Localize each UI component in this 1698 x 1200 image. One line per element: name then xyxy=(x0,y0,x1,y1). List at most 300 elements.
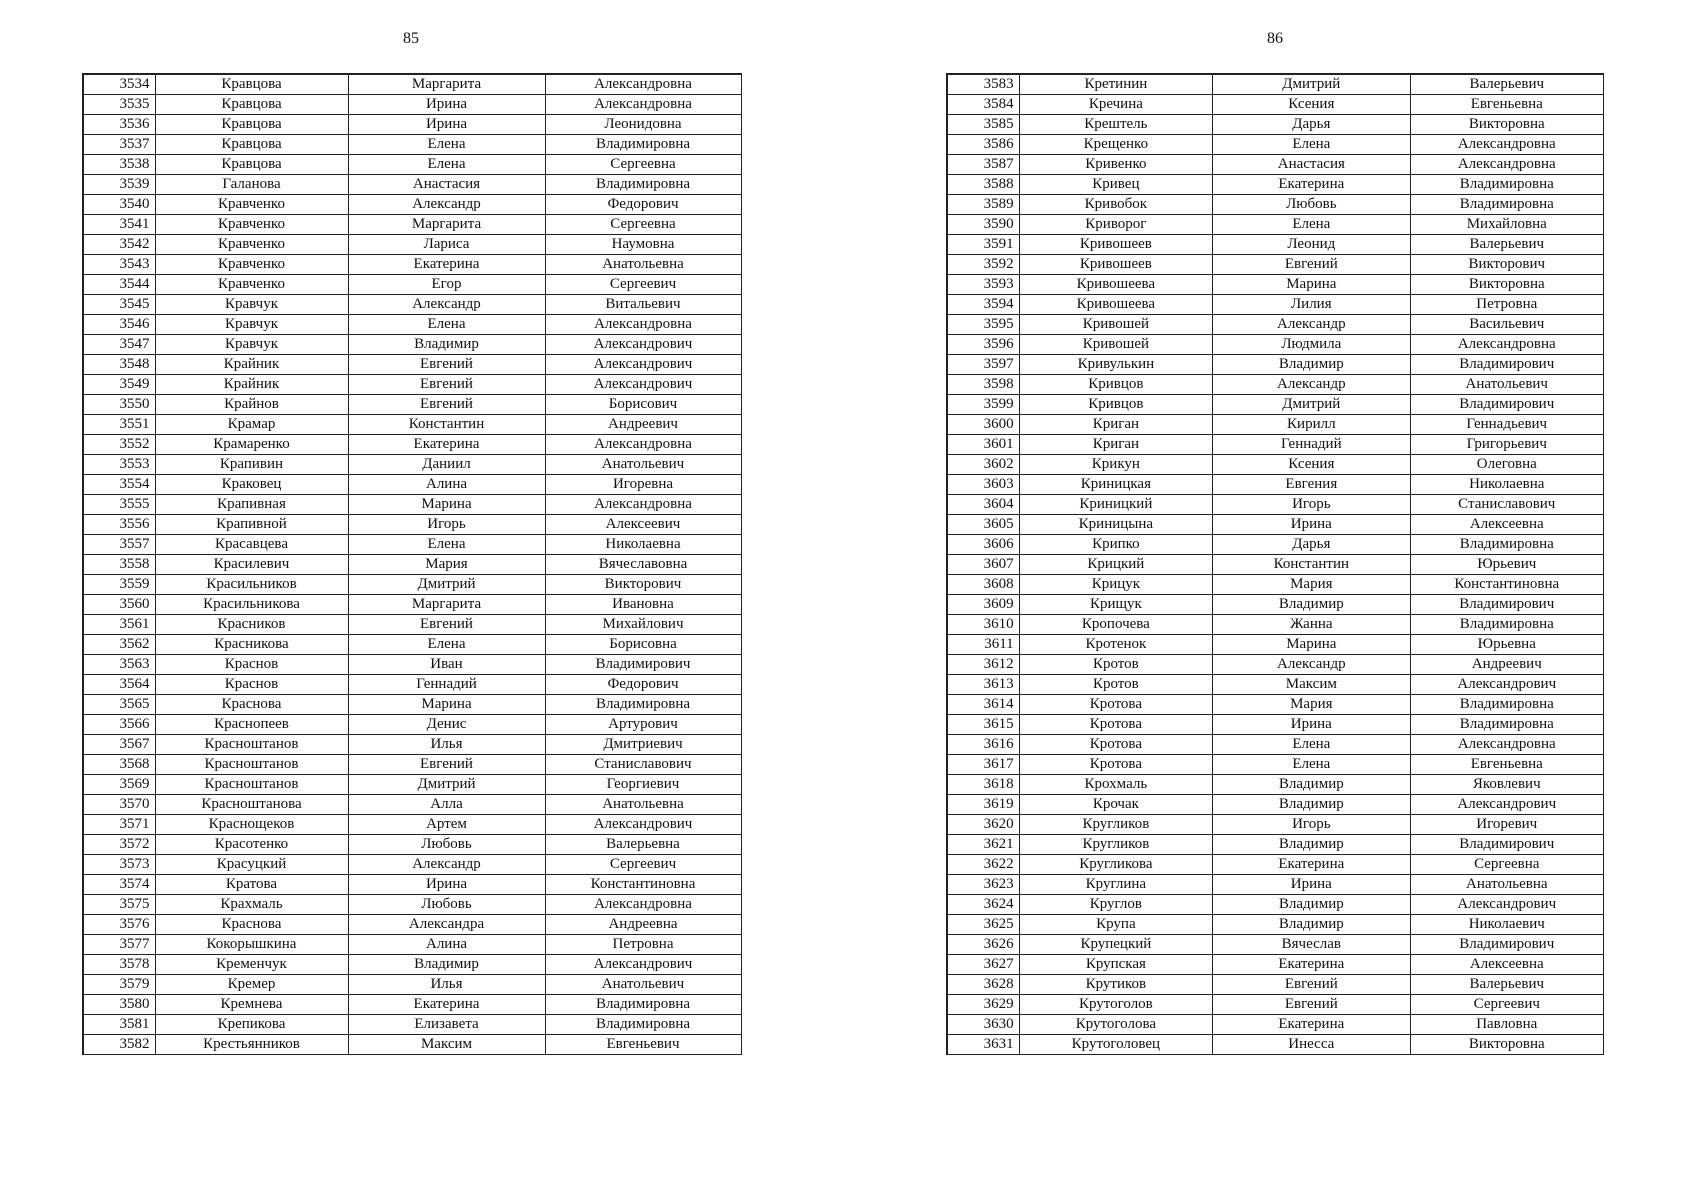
surname-cell: Крутоголовец xyxy=(1019,1035,1212,1055)
table-row xyxy=(83,935,741,955)
record-number-cell: 3579 xyxy=(83,975,155,995)
record-number-cell: 3554 xyxy=(83,475,155,495)
patronymic-cell: Викторовна xyxy=(1410,1035,1603,1055)
table-row xyxy=(83,295,741,315)
record-number-cell: 3589 xyxy=(947,195,1019,215)
record-number-cell: 3611 xyxy=(947,635,1019,655)
record-number-cell: 3625 xyxy=(947,915,1019,935)
surname-cell: Красноштанов xyxy=(155,755,348,775)
given-name-cell: Марина xyxy=(348,695,545,715)
given-name-cell: Маргарита xyxy=(348,215,545,235)
patronymic-cell: Анатольевич xyxy=(545,975,741,995)
given-name-cell: Александр xyxy=(1213,375,1410,395)
given-name-cell: Маргарита xyxy=(348,595,545,615)
table-row xyxy=(947,935,1604,955)
patronymic-cell: Алексеевич xyxy=(545,515,741,535)
table-row xyxy=(947,135,1604,155)
surname-cell: Крапивная xyxy=(155,495,348,515)
record-number-cell: 3621 xyxy=(947,835,1019,855)
record-number-cell: 3626 xyxy=(947,935,1019,955)
record-number-cell: 3560 xyxy=(83,595,155,615)
record-number-cell: 3600 xyxy=(947,415,1019,435)
table-row xyxy=(83,955,741,975)
surname-cell: Крутиков xyxy=(1019,975,1212,995)
table-row xyxy=(947,755,1604,775)
patronymic-cell: Александровна xyxy=(1410,735,1603,755)
table-row xyxy=(947,675,1604,695)
patronymic-cell: Игоревна xyxy=(545,475,741,495)
surname-cell: Кременчук xyxy=(155,955,348,975)
table-row xyxy=(83,435,741,455)
record-number-cell: 3623 xyxy=(947,875,1019,895)
given-name-cell: Александр xyxy=(1213,655,1410,675)
surname-cell: Кротова xyxy=(1019,735,1212,755)
table-row xyxy=(83,275,741,295)
record-number-cell: 3592 xyxy=(947,255,1019,275)
surname-cell: Кравченко xyxy=(155,215,348,235)
patronymic-cell: Евгеньевич xyxy=(545,1035,741,1055)
given-name-cell: Владимир xyxy=(1213,595,1410,615)
record-number-cell: 3591 xyxy=(947,235,1019,255)
patronymic-cell: Борисович xyxy=(545,395,741,415)
patronymic-cell: Анатольевна xyxy=(545,795,741,815)
patronymic-cell: Андреевич xyxy=(545,415,741,435)
patronymic-cell: Александровна xyxy=(545,95,741,115)
patronymic-cell: Владимирович xyxy=(1410,835,1603,855)
given-name-cell: Иван xyxy=(348,655,545,675)
surname-cell: Красильникова xyxy=(155,595,348,615)
surname-cell: Кравченко xyxy=(155,195,348,215)
patronymic-cell: Григорьевич xyxy=(1410,435,1603,455)
record-number-cell: 3596 xyxy=(947,335,1019,355)
given-name-cell: Александр xyxy=(348,195,545,215)
patronymic-cell: Дмитриевич xyxy=(545,735,741,755)
record-number-cell: 3550 xyxy=(83,395,155,415)
surname-cell: Краковец xyxy=(155,475,348,495)
record-number-cell: 3616 xyxy=(947,735,1019,755)
patronymic-cell: Геннадьевич xyxy=(1410,415,1603,435)
table-row xyxy=(947,275,1604,295)
patronymic-cell: Станиславович xyxy=(545,755,741,775)
given-name-cell: Лилия xyxy=(1213,295,1410,315)
patronymic-cell: Сергеевич xyxy=(1410,995,1603,1015)
record-number-cell: 3562 xyxy=(83,635,155,655)
patronymic-cell: Владимирович xyxy=(1410,935,1603,955)
patronymic-cell: Алексеевна xyxy=(1410,515,1603,535)
patronymic-cell: Викторович xyxy=(1410,255,1603,275)
patronymic-cell: Викторовна xyxy=(1410,115,1603,135)
given-name-cell: Елена xyxy=(1213,135,1410,155)
given-name-cell: Ксения xyxy=(1213,455,1410,475)
surname-cell: Крутоголова xyxy=(1019,1015,1212,1035)
record-number-cell: 3534 xyxy=(83,74,155,95)
surname-cell: Кравцова xyxy=(155,155,348,175)
record-number-cell: 3535 xyxy=(83,95,155,115)
table-row xyxy=(83,335,741,355)
surname-cell: Кривошей xyxy=(1019,335,1212,355)
given-name-cell: Александр xyxy=(1213,315,1410,335)
patronymic-cell: Владимировна xyxy=(545,1015,741,1035)
table-row xyxy=(83,215,741,235)
surname-cell: Кравченко xyxy=(155,235,348,255)
table-row xyxy=(947,795,1604,815)
given-name-cell: Ирина xyxy=(1213,875,1410,895)
surname-cell: Красникова xyxy=(155,635,348,655)
table-row xyxy=(947,535,1604,555)
table-row xyxy=(83,815,741,835)
given-name-cell: Владимир xyxy=(1213,355,1410,375)
record-number-cell: 3583 xyxy=(947,74,1019,95)
given-name-cell: Екатерина xyxy=(1213,1015,1410,1035)
surname-cell: Кремер xyxy=(155,975,348,995)
given-name-cell: Дмитрий xyxy=(1213,395,1410,415)
record-number-cell: 3578 xyxy=(83,955,155,975)
table-row xyxy=(947,575,1604,595)
surname-cell: Крепикова xyxy=(155,1015,348,1035)
surname-cell: Краснова xyxy=(155,915,348,935)
patronymic-cell: Александрович xyxy=(545,955,741,975)
surname-cell: Красилевич xyxy=(155,555,348,575)
table-row xyxy=(83,495,741,515)
patronymic-cell: Владимирович xyxy=(1410,595,1603,615)
given-name-cell: Алла xyxy=(348,795,545,815)
patronymic-cell: Владимировна xyxy=(1410,615,1603,635)
table-row xyxy=(947,715,1604,735)
given-name-cell: Константин xyxy=(348,415,545,435)
given-name-cell: Алина xyxy=(348,475,545,495)
table-row xyxy=(83,355,741,375)
record-number-cell: 3546 xyxy=(83,315,155,335)
patronymic-cell: Анатольевич xyxy=(545,455,741,475)
surname-cell: Кратова xyxy=(155,875,348,895)
table-row xyxy=(83,235,741,255)
surname-cell: Краснов xyxy=(155,655,348,675)
table-row xyxy=(947,1035,1604,1055)
table-row xyxy=(83,975,741,995)
surname-cell: Крайник xyxy=(155,375,348,395)
record-number-cell: 3606 xyxy=(947,535,1019,555)
given-name-cell: Евгений xyxy=(1213,995,1410,1015)
surname-cell: Крестьянников xyxy=(155,1035,348,1055)
record-number-cell: 3629 xyxy=(947,995,1019,1015)
patronymic-cell: Викторовна xyxy=(1410,275,1603,295)
surname-cell: Крайник xyxy=(155,355,348,375)
given-name-cell: Екатерина xyxy=(1213,855,1410,875)
surname-cell: Красотенко xyxy=(155,835,348,855)
given-name-cell: Дмитрий xyxy=(1213,74,1410,95)
patronymic-cell: Петровна xyxy=(1410,295,1603,315)
patronymic-cell: Константиновна xyxy=(545,875,741,895)
surname-cell: Круглина xyxy=(1019,875,1212,895)
given-name-cell: Ирина xyxy=(348,115,545,135)
given-name-cell: Лариса xyxy=(348,235,545,255)
table-row xyxy=(947,495,1604,515)
table-row xyxy=(83,115,741,135)
record-number-cell: 3598 xyxy=(947,375,1019,395)
record-number-cell: 3555 xyxy=(83,495,155,515)
table-row xyxy=(83,535,741,555)
surname-cell: Кривошеева xyxy=(1019,275,1212,295)
given-name-cell: Александра xyxy=(348,915,545,935)
patronymic-cell: Павловна xyxy=(1410,1015,1603,1035)
surname-cell: Кремнева xyxy=(155,995,348,1015)
patronymic-cell: Викторович xyxy=(545,575,741,595)
record-number-cell: 3566 xyxy=(83,715,155,735)
given-name-cell: Елена xyxy=(348,155,545,175)
table-row xyxy=(83,415,741,435)
surname-cell: Кравчук xyxy=(155,335,348,355)
page-number: 85 xyxy=(403,30,419,47)
record-number-cell: 3631 xyxy=(947,1035,1019,1055)
table-row xyxy=(947,595,1604,615)
patronymic-cell: Ивановна xyxy=(545,595,741,615)
table-row xyxy=(947,375,1604,395)
given-name-cell: Владимир xyxy=(1213,835,1410,855)
patronymic-cell: Сергеевич xyxy=(545,275,741,295)
patronymic-cell: Александрович xyxy=(545,815,741,835)
record-number-cell: 3608 xyxy=(947,575,1019,595)
surname-cell: Кротова xyxy=(1019,695,1212,715)
table-row xyxy=(83,135,741,155)
table-row xyxy=(947,875,1604,895)
surname-cell: Крохмаль xyxy=(1019,775,1212,795)
patronymic-cell: Владимировна xyxy=(545,135,741,155)
given-name-cell: Максим xyxy=(348,1035,545,1055)
table-row xyxy=(947,895,1604,915)
surname-cell: Крештель xyxy=(1019,115,1212,135)
given-name-cell: Екатерина xyxy=(348,435,545,455)
table-row xyxy=(83,475,741,495)
record-number-cell: 3624 xyxy=(947,895,1019,915)
record-number-cell: 3617 xyxy=(947,755,1019,775)
surname-cell: Красавцева xyxy=(155,535,348,555)
record-number-cell: 3607 xyxy=(947,555,1019,575)
table-row xyxy=(947,175,1604,195)
table-row xyxy=(947,355,1604,375)
record-number-cell: 3615 xyxy=(947,715,1019,735)
record-number-cell: 3574 xyxy=(83,875,155,895)
given-name-cell: Мария xyxy=(1213,575,1410,595)
patronymic-cell: Николаевна xyxy=(545,535,741,555)
patronymic-cell: Федорович xyxy=(545,195,741,215)
table-row xyxy=(947,655,1604,675)
patronymic-cell: Александровна xyxy=(1410,135,1603,155)
table-row xyxy=(947,515,1604,535)
record-number-cell: 3613 xyxy=(947,675,1019,695)
table-row xyxy=(83,1035,741,1055)
table-row xyxy=(83,74,741,95)
record-number-cell: 3572 xyxy=(83,835,155,855)
record-number-cell: 3599 xyxy=(947,395,1019,415)
surname-cell: Красноштанов xyxy=(155,735,348,755)
given-name-cell: Евгений xyxy=(348,755,545,775)
table-row xyxy=(83,315,741,335)
table-row xyxy=(83,255,741,275)
table-row xyxy=(947,835,1604,855)
given-name-cell: Игорь xyxy=(348,515,545,535)
surname-cell: Кравчук xyxy=(155,315,348,335)
surname-cell: Криган xyxy=(1019,435,1212,455)
record-number-cell: 3536 xyxy=(83,115,155,135)
surname-cell: Кравцова xyxy=(155,74,348,95)
given-name-cell: Владимир xyxy=(1213,795,1410,815)
surname-cell: Крупская xyxy=(1019,955,1212,975)
record-number-cell: 3539 xyxy=(83,175,155,195)
patronymic-cell: Александрович xyxy=(1410,795,1603,815)
record-number-cell: 3630 xyxy=(947,1015,1019,1035)
table-row xyxy=(947,155,1604,175)
given-name-cell: Владимир xyxy=(348,955,545,975)
patronymic-cell: Олеговна xyxy=(1410,455,1603,475)
table-row xyxy=(947,815,1604,835)
surname-cell: Крапивной xyxy=(155,515,348,535)
surname-cell: Криницкий xyxy=(1019,495,1212,515)
record-number-cell: 3567 xyxy=(83,735,155,755)
record-number-cell: 3547 xyxy=(83,335,155,355)
record-number-cell: 3605 xyxy=(947,515,1019,535)
given-name-cell: Владимир xyxy=(1213,915,1410,935)
patronymic-cell: Вячеславовна xyxy=(545,555,741,575)
given-name-cell: Евгений xyxy=(348,375,545,395)
surname-cell: Кравцова xyxy=(155,95,348,115)
record-number-cell: 3594 xyxy=(947,295,1019,315)
surname-cell: Кривулькин xyxy=(1019,355,1212,375)
record-number-cell: 3590 xyxy=(947,215,1019,235)
table-row xyxy=(83,515,741,535)
given-name-cell: Максим xyxy=(1213,675,1410,695)
record-number-cell: 3548 xyxy=(83,355,155,375)
given-name-cell: Жанна xyxy=(1213,615,1410,635)
surname-cell: Крайнов xyxy=(155,395,348,415)
given-name-cell: Мария xyxy=(348,555,545,575)
given-name-cell: Вячеслав xyxy=(1213,935,1410,955)
given-name-cell: Ирина xyxy=(1213,715,1410,735)
table-row xyxy=(947,1015,1604,1035)
given-name-cell: Игорь xyxy=(1213,815,1410,835)
given-name-cell: Денис xyxy=(348,715,545,735)
table-row xyxy=(83,915,741,935)
roster-table xyxy=(946,73,1604,1055)
surname-cell: Кропочева xyxy=(1019,615,1212,635)
record-number-cell: 3618 xyxy=(947,775,1019,795)
patronymic-cell: Константиновна xyxy=(1410,575,1603,595)
record-number-cell: 3561 xyxy=(83,615,155,635)
table-row xyxy=(947,955,1604,975)
record-number-cell: 3587 xyxy=(947,155,1019,175)
record-number-cell: 3620 xyxy=(947,815,1019,835)
patronymic-cell: Александрович xyxy=(545,375,741,395)
patronymic-cell: Яковлевич xyxy=(1410,775,1603,795)
record-number-cell: 3573 xyxy=(83,855,155,875)
table-row xyxy=(83,735,741,755)
patronymic-cell: Артурович xyxy=(545,715,741,735)
surname-cell: Красильников xyxy=(155,575,348,595)
surname-cell: Кротов xyxy=(1019,675,1212,695)
table-row xyxy=(83,715,741,735)
given-name-cell: Елена xyxy=(1213,755,1410,775)
patronymic-cell: Александровна xyxy=(545,495,741,515)
given-name-cell: Геннадий xyxy=(1213,435,1410,455)
record-number-cell: 3570 xyxy=(83,795,155,815)
patronymic-cell: Евгеньевна xyxy=(1410,95,1603,115)
record-number-cell: 3604 xyxy=(947,495,1019,515)
patronymic-cell: Анатольевна xyxy=(1410,875,1603,895)
given-name-cell: Дарья xyxy=(1213,115,1410,135)
given-name-cell: Игорь xyxy=(1213,495,1410,515)
given-name-cell: Евгений xyxy=(348,395,545,415)
patronymic-cell: Васильевич xyxy=(1410,315,1603,335)
table-row xyxy=(947,855,1604,875)
given-name-cell: Константин xyxy=(1213,555,1410,575)
patronymic-cell: Леонидовна xyxy=(545,115,741,135)
given-name-cell: Елена xyxy=(348,535,545,555)
given-name-cell: Елена xyxy=(1213,735,1410,755)
given-name-cell: Леонид xyxy=(1213,235,1410,255)
patronymic-cell: Александровна xyxy=(545,74,741,95)
record-number-cell: 3541 xyxy=(83,215,155,235)
surname-cell: Кривошеев xyxy=(1019,235,1212,255)
record-number-cell: 3601 xyxy=(947,435,1019,455)
surname-cell: Красуцкий xyxy=(155,855,348,875)
table-row xyxy=(947,475,1604,495)
surname-cell: Кравчук xyxy=(155,295,348,315)
table-row xyxy=(83,1015,741,1035)
table-row xyxy=(83,95,741,115)
patronymic-cell: Станиславович xyxy=(1410,495,1603,515)
surname-cell: Крещенко xyxy=(1019,135,1212,155)
given-name-cell: Екатерина xyxy=(1213,955,1410,975)
table-row xyxy=(947,295,1604,315)
record-number-cell: 3585 xyxy=(947,115,1019,135)
patronymic-cell: Александрович xyxy=(1410,895,1603,915)
record-number-cell: 3552 xyxy=(83,435,155,455)
given-name-cell: Екатерина xyxy=(1213,175,1410,195)
record-number-cell: 3595 xyxy=(947,315,1019,335)
given-name-cell: Марина xyxy=(1213,275,1410,295)
record-number-cell: 3597 xyxy=(947,355,1019,375)
patronymic-cell: Сергеевна xyxy=(1410,855,1603,875)
surname-cell: Кругликов xyxy=(1019,815,1212,835)
table-row xyxy=(83,775,741,795)
given-name-cell: Илья xyxy=(348,975,545,995)
surname-cell: Крупецкий xyxy=(1019,935,1212,955)
patronymic-cell: Николаевна xyxy=(1410,475,1603,495)
patronymic-cell: Владимировна xyxy=(545,695,741,715)
given-name-cell: Александр xyxy=(348,855,545,875)
surname-cell: Кротова xyxy=(1019,715,1212,735)
surname-cell: Красноштанова xyxy=(155,795,348,815)
record-number-cell: 3588 xyxy=(947,175,1019,195)
record-number-cell: 3622 xyxy=(947,855,1019,875)
surname-cell: Кретинин xyxy=(1019,74,1212,95)
table-row xyxy=(947,695,1604,715)
table-row xyxy=(83,655,741,675)
table-row xyxy=(947,74,1604,95)
given-name-cell: Инесса xyxy=(1213,1035,1410,1055)
record-number-cell: 3553 xyxy=(83,455,155,475)
patronymic-cell: Петровна xyxy=(545,935,741,955)
roster-table xyxy=(82,73,742,1055)
record-number-cell: 3627 xyxy=(947,955,1019,975)
surname-cell: Кругликова xyxy=(1019,855,1212,875)
patronymic-cell: Наумовна xyxy=(545,235,741,255)
given-name-cell: Дарья xyxy=(1213,535,1410,555)
record-number-cell: 3584 xyxy=(947,95,1019,115)
record-number-cell: 3538 xyxy=(83,155,155,175)
surname-cell: Краснопеев xyxy=(155,715,348,735)
patronymic-cell: Владимирович xyxy=(1410,355,1603,375)
surname-cell: Крочак xyxy=(1019,795,1212,815)
